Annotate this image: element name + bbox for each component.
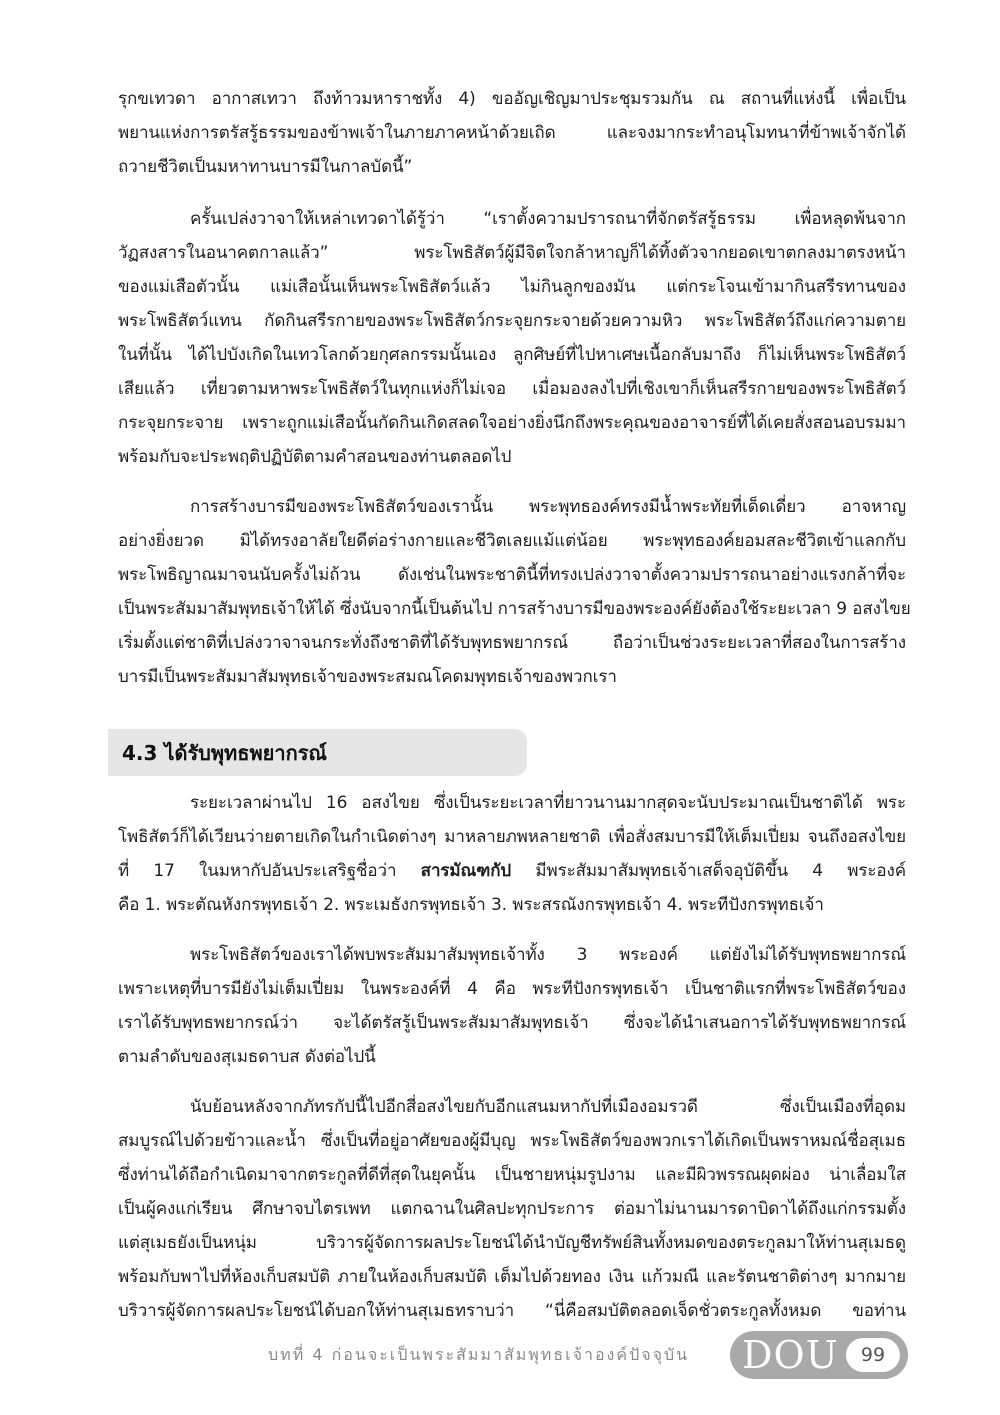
- text-line: เพราะเหตุที่บารมียังไม่เต็มเปี่ยม ในพระองค์ที่ 4 คือ พระทีปังกรพุทธเจ้า เป็นชาติแรกที่พระโพธิสัตว์ของ: [118, 979, 906, 999]
- text-line: เป็นพระสัมมาสัมพุทธเจ้าให้ได้ ซึ่งนับจากนี้เป็นต้นไป การสร้างบารมีของพระองค์ยังต้องใช้ระยะเวลา 9 อสงไขย: [118, 599, 911, 619]
- section-header: [108, 729, 527, 776]
- footer-badge: [730, 1331, 908, 1379]
- text-line: บริวารผู้จัดการผลประโยชน์ได้บอกให้ท่านสุเมธทราบว่า “นี่คือสมบัติตลอดเจ็ดชั่วตระกูลทั้งหมด ขอท่าน: [118, 1301, 906, 1321]
- text-segment: ที่ 17 ในมหากัปอันประเสริฐชื่อว่า: [118, 861, 421, 881]
- text-line: พระโพธิสัตว์ของเราได้พบพระสัมมาสัมพุทธเจ้าทั้ง 3 พระองค์ แต่ยังไม่ได้รับพุทธพยากรณ์: [190, 945, 906, 965]
- text-line: ถวายชีวิตเป็นมหาทานบารมีในกาลบัดนี้”: [118, 157, 413, 177]
- dou-logo: DOU: [742, 1333, 839, 1377]
- text-line: ระยะเวลาผ่านไป 16 อสงไขย ซึ่งเป็นระยะเวลาที่ยาวนานมากสุดจะนับประมาณเป็นชาติได้ พระ: [190, 793, 906, 813]
- text-line: ตามลำดับของสุเมธดาบส ดังต่อไปนี้: [118, 1047, 376, 1067]
- text-line: พร้อมกับจะประพฤติปฏิบัติตามคำสอนของท่านตลอดไป: [118, 447, 512, 467]
- text-line: แต่สุเมธยังเป็นหนุ่ม บริวารผู้จัดการผลประโยชน์ได้นำบัญชีทรัพย์สินทั้งหมดของตระกูลมาให้ท่านสุเมธดู: [118, 1233, 906, 1253]
- text-line: ของแม่เสือตัวนั้น แม่เสือนั้นเห็นพระโพธิสัตว์แล้ว ไม่กินลูกของมัน แต่กระโจนเข้ามากินสรีรทานของ: [118, 277, 906, 297]
- text-line: การสร้างบารมีของพระโพธิสัตว์ของเรานั้น พระพุทธองค์ทรงมีน้ำพระทัยที่เด็ดเดี่ยว อาจหาญ: [190, 497, 906, 517]
- text-line: ซึ่งท่านได้ถือกำเนิดมาจากตระกูลที่ดีที่สุดในยุคนั้น เป็นชายหนุ่มรูปงาม และมีผิวพรรณผุดผ่อง น่าเลื่อมใส: [118, 1165, 906, 1185]
- section-title: 4.3 ได้รับพุทธพยากรณ์: [122, 741, 327, 765]
- bold-term: สารมัณฑกัป: [420, 861, 512, 881]
- text-line: ในที่นั้น ได้ไปบังเกิดในเทวโลกด้วยกุศลกรรมนั้นเอง ลูกศิษย์ที่ไปหาเศษเนื้อกลับมาถึง ก็ไม่เห็นพระโพธิสัตว์: [118, 345, 906, 365]
- text-line: นับย้อนหลังจากภัทรกัปนี้ไปอีกสี่อสงไขยกับอีกแสนมหากัปที่เมืองอมรวดี ซึ่งเป็นเมืองที่อุดม: [190, 1097, 906, 1117]
- page-number: 99: [846, 1338, 900, 1372]
- text-line: เราได้รับพุทธพยากรณ์ว่า จะได้ตรัสรู้เป็นพระสัมมาสัมพุทธเจ้า ซึ่งจะได้นำเสนอการได้รับพุทธพยากรณ์: [118, 1013, 906, 1033]
- text-line: รุกขเทวดา อากาสเทวา ถึงท้าวมหาราชทั้ง 4) ขออัญเชิญมาประชุมรวมกัน ณ สถานที่แห่งนี้ เพื่อเป็น: [118, 89, 906, 109]
- text-line: คือ 1. พระตัณหังกรพุทธเจ้า 2. พระเมธังกรพุทธเจ้า 3. พระสรณังกรพุทธเจ้า 4. พระทีปังกรพุทธเจ้า: [118, 895, 824, 915]
- text-line: อย่างยิ่งยวด มิได้ทรงอาลัยใยดีต่อร่างกายและชีวิตเลยแม้แต่น้อย พระพุทธองค์ยอมสละชีวิตเข้าแลกกับ: [118, 531, 906, 551]
- text-line: เสียแล้ว เที่ยวตามหาพระโพธิสัตว์ในทุกแห่งก็ไม่เจอ เมื่อมองลงไปที่เชิงเขาก็เห็นสรีรกายของพระโพธิสัตว์: [118, 379, 906, 399]
- text-line: พยานแห่งการตรัสรู้ธรรมของข้าพเจ้าในภายภาคหน้าด้วยเถิด และจงมากระทำอนุโมทนาที่ข้าพเจ้าจักได้: [118, 123, 906, 143]
- text-line: กระจุยกระจาย เพราะถูกแม่เสือนั้นกัดกินเกิดสลดใจอย่างยิ่งนึกถึงพระคุณของอาจารย์ที่ได้เคยสั่งสอนอบรมมา: [118, 413, 906, 433]
- text-line: [118, 859, 906, 883]
- text-line: เป็นผู้คงแก่เรียน ศึกษาจบไตรเพท แตกฉานในศิลปะทุกประการ ต่อมาไม่นานมารดาบิดาได้ถึงแก่กรรมตั้ง: [118, 1199, 906, 1219]
- text-line: บารมีเป็นพระสัมมาสัมพุทธเจ้าของพระสมณโคดมพุทธเจ้าของพวกเรา: [118, 667, 617, 687]
- text-line: พระโพธิสัตว์แทน กัดกินสรีรกายของพระโพธิสัตว์กระจุยกระจายด้วยความหิว พระโพธิสัตว์ถึงแก่ความตาย: [118, 311, 906, 331]
- text-line: วัฏสงสารในอนาคตกาลแล้ว” พระโพธิสัตว์ผู้มีจิตใจกล้าหาญก็ได้ทิ้งตัวจากยอดเขาตกลงมาตรงหน้า: [118, 243, 906, 263]
- text-line: เริ่มตั้งแต่ชาติที่เปล่งวาจาจนกระทั่งถึงชาติที่ได้รับพุทธพยากรณ์ ถือว่าเป็นช่วงระยะเวลาที่สองในการสร้าง: [118, 633, 906, 653]
- text-line: โพธิสัตว์ก็ได้เวียนว่ายตายเกิดในกำเนิดต่างๆ มาหลายภพหลายชาติ เพื่อสั่งสมบารมีให้เต็มเปี่ยม จนถึงอสงไขย: [118, 827, 906, 847]
- text-line: พระโพธิญาณมาจนนับครั้งไม่ถ้วน ดังเช่นในพระชาตินี้ที่ทรงเปล่งวาจาตั้งความปรารถนาอย่างแรงกล้าที่จะ: [118, 565, 906, 585]
- text-line: พร้อมกับพาไปที่ห้องเก็บสมบัติ ภายในห้องเก็บสมบัติ เต็มไปด้วยทอง เงิน แก้วมณี และรัตนชาติต่างๆ มากมาย: [118, 1267, 906, 1287]
- text-segment: มีพระสัมมาสัมพุทธเจ้าเสด็จอุบัติขึ้น 4 พระองค์: [511, 861, 906, 881]
- text-line: สมบูรณ์ไปด้วยข้าวและน้ำ ซึ่งเป็นที่อยู่อาศัยของผู้มีบุญ พระโพธิสัตว์ของพวกเราได้เกิดเป็นพราหมณ์ชื่อสุเมธ: [118, 1131, 906, 1151]
- chapter-footer-title: บทที่ 4 ก่อนจะเป็นพระสัมมาสัมพุทธเจ้าองค์ปัจจุบัน: [268, 1345, 690, 1364]
- text-line: ครั้นเปล่งวาจาให้เหล่าเทวดาได้รู้ว่า “เราตั้งความปรารถนาที่จักตรัสรู้ธรรม เพื่อหลุดพ้นจาก: [190, 209, 906, 229]
